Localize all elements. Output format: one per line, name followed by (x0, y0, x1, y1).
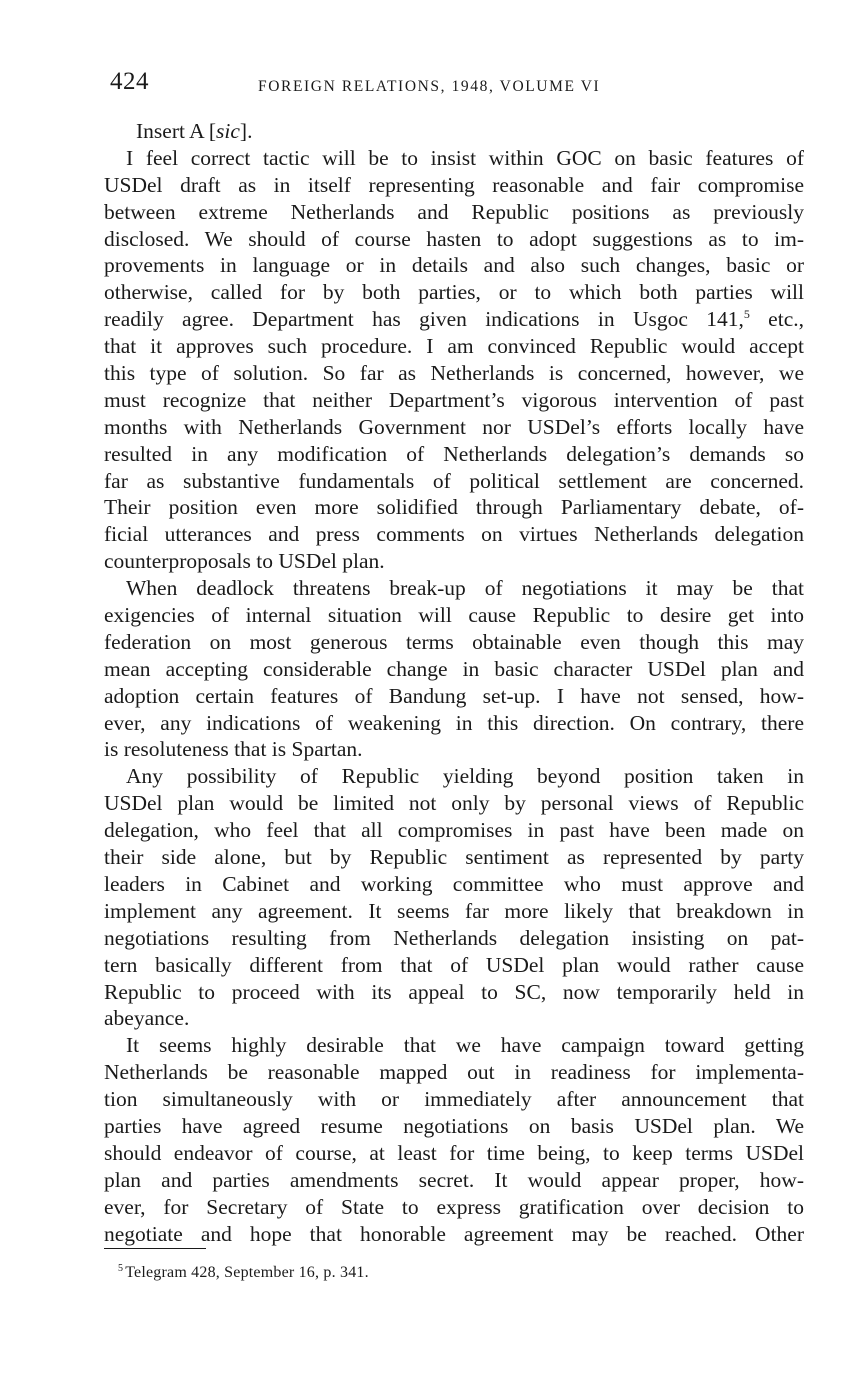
insert-note (104, 118, 804, 145)
paragraph-line-text: readily agree. Department has given indications in Usgoc 141, (104, 307, 744, 332)
paragraph-line: delegation, who feel that all compromises in past have been made on (104, 818, 804, 843)
paragraph-line: ever, for Secretary of State to express gratification over decision to (104, 1194, 804, 1219)
paragraph-line: negotiate and hope that honorable agreement may be reached. Other (104, 1221, 804, 1246)
insert-prefix: Insert A [ (136, 119, 217, 143)
paragraph-line-with-footnote (104, 306, 804, 333)
paragraph-line: When deadlock threatens break-up of negotiations it may be that (126, 576, 804, 601)
footnote-divider (104, 1248, 206, 1249)
paragraph-line: abeyance. (104, 1006, 190, 1031)
paragraph-line: resulted in any modification of Netherlands delegation’s demands so (104, 441, 804, 466)
paragraph-line: mean accepting considerable change in basic character USDel plan and (104, 656, 804, 681)
paragraph-line: It seems highly desirable that we have campaign toward getting (126, 1033, 804, 1058)
paragraph-line: negotiations resulting from Netherlands delegation insisting on pat- (104, 925, 804, 950)
paragraph-line: this type of solution. So far as Netherlands is concerned, however, we (104, 361, 804, 386)
paragraph-line: tion simultaneously with or immediately after announcement that (104, 1087, 804, 1112)
running-head: FOREIGN RELATIONS, 1948, VOLUME VI (258, 78, 601, 95)
footnote (118, 1264, 369, 1282)
paragraph-line: exigencies of internal situation will cause Republic to desire get into (104, 603, 804, 628)
paragraph-line: Republic to proceed with its appeal to SC, now temporarily held in (104, 979, 804, 1004)
paragraph-line: implement any agreement. It seems far more likely that breakdown in (104, 898, 804, 923)
body-text (104, 118, 804, 1247)
page-number: 424 (110, 68, 149, 95)
paragraph-line: provements in language or in details and also such changes, basic or (104, 253, 804, 278)
footnote-mark: 5 (118, 1262, 124, 1274)
paragraph-line: USDel draft as in itself representing reasonable and fair compromise (104, 172, 804, 197)
paragraph-line: counterproposals to USDel plan. (104, 549, 385, 574)
paragraph-line: is resoluteness that is Spartan. (104, 737, 363, 762)
paragraph-4 (104, 1032, 804, 1247)
paragraph-line: federation on most generous terms obtainable even though this may (104, 629, 804, 654)
paragraph-line: otherwise, called for by both parties, or to which both parties will (104, 280, 804, 305)
paragraph-line: should endeavor of course, at least for time being, to keep terms USDel (104, 1140, 804, 1165)
paragraph-line: I feel correct tactic will be to insist within GOC on basic features of (126, 145, 804, 170)
paragraph-line: their side alone, but by Republic sentiment as represented by party (104, 845, 804, 870)
paragraph-line: adoption certain features of Bandung set-up. I have not sensed, how- (104, 683, 804, 708)
insert-suffix: ]. (239, 119, 253, 143)
footnote-ref-trailing: etc., (749, 307, 804, 332)
paragraph-1 (104, 145, 804, 575)
paragraph-2 (104, 575, 804, 763)
paragraph-line: ficial utterances and press comments on virtues Netherlands delegation (104, 522, 804, 547)
paragraph-line: Any possibility of Republic yielding beyond position taken in (126, 764, 804, 789)
paragraph-line: far as substantive fundamentals of political settlement are concerned. (104, 468, 804, 493)
sic-annotation: sic (216, 119, 240, 143)
paragraph-line: must recognize that neither Department’s vigorous intervention of past (104, 387, 804, 412)
paragraph-line: disclosed. We should of course hasten to adopt suggestions as to im- (104, 226, 804, 251)
paragraph-line: Their position even more solidified through Parliamentary debate, of- (104, 495, 804, 520)
paragraph-line: that it approves such procedure. I am convinced Republic would accept (104, 334, 804, 359)
paragraph-line: USDel plan would be limited not only by personal views of Republic (104, 791, 804, 816)
paragraph-line: parties have agreed resume negotiations on basis USDel plan. We (104, 1113, 804, 1138)
paragraph-line: between extreme Netherlands and Republic positions as previously (104, 199, 804, 224)
paragraph-line: plan and parties amendments secret. It would appear proper, how- (104, 1167, 804, 1192)
footnote-text: Telegram 428, September 16, p. 341. (125, 1264, 369, 1281)
paragraph-3 (104, 763, 804, 1032)
paragraph-line: leaders in Cabinet and working committee who must approve and (104, 871, 804, 896)
page-header (110, 68, 810, 100)
paragraph-line: tern basically different from that of USDel plan would rather cause (104, 952, 804, 977)
paragraph-line: Netherlands be reasonable mapped out in readiness for implementa- (104, 1060, 804, 1085)
footnote-reference[interactable]: 5 (743, 307, 750, 322)
paragraph-line: months with Netherlands Government nor USDel’s efforts locally have (104, 414, 804, 439)
paragraph-line: ever, any indications of weakening in this direction. On contrary, there (104, 710, 804, 735)
